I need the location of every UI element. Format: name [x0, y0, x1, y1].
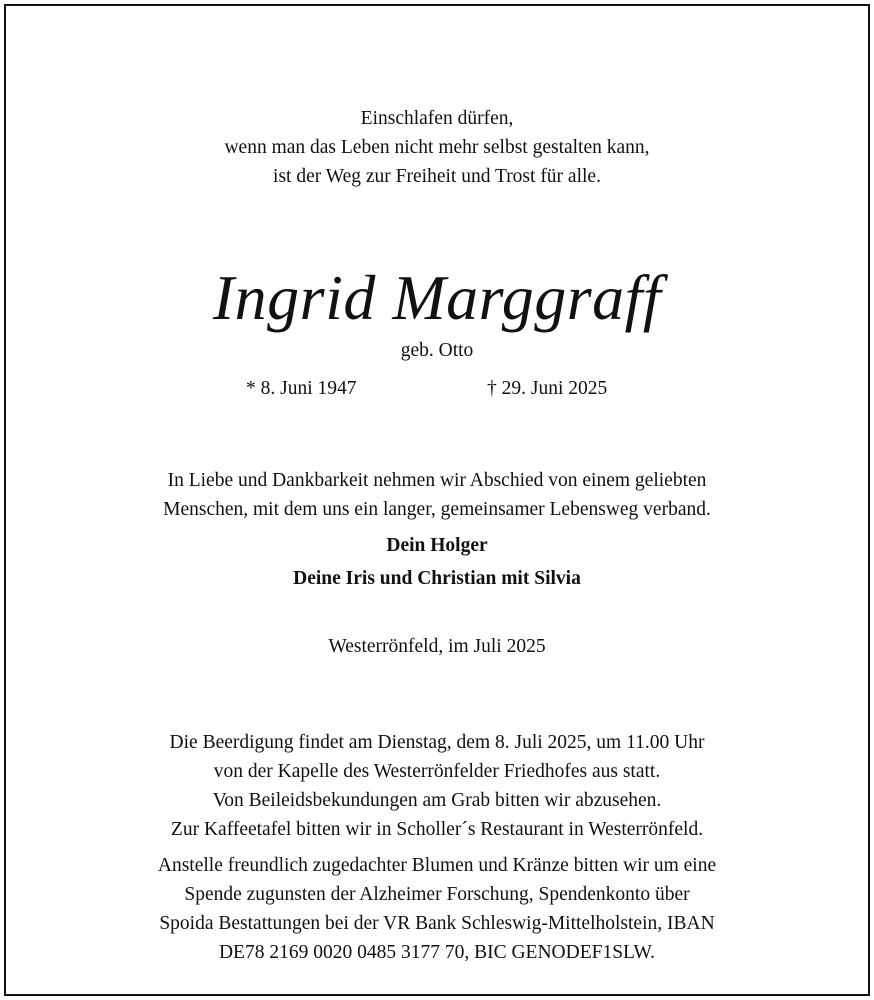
farewell-line-2: Menschen, mit dem uns ein langer, gemeinsamer Lebensweg verband.	[163, 499, 711, 520]
obituary-notice	[4, 4, 870, 996]
funeral-line-2: von der Kapelle des Westerrönfelder Friedhofes aus statt.	[213, 761, 661, 782]
farewell-line-1: In Liebe und Dankbarkeit nehmen wir Abschied von einem geliebten	[167, 470, 707, 491]
poem-line-3: ist der Weg zur Freiheit und Trost für alle.	[273, 166, 601, 187]
donation-line-1: Anstelle freundlich zugedachter Blumen und Kränze bitten wir um eine	[157, 855, 717, 876]
mourner-1: Dein Holger	[386, 535, 488, 556]
funeral-line-3: Von Beileidsbekundungen am Grab bitten wir abzusehen.	[212, 790, 662, 811]
donation-line-2: Spende zugunsten der Alzheimer Forschung, Spendenkonto über	[184, 884, 690, 905]
poem-line-1: Einschlafen dürfen,	[360, 108, 514, 129]
donation-line-4: DE78 2169 0020 0485 3177 70, BIC GENODEF1SLW.	[218, 942, 656, 963]
birth-date: * 8. Juni 1947	[246, 378, 357, 399]
funeral-line-1: Die Beerdigung findet am Dienstag, dem 8. Juli 2025, um 11.00 Uhr	[169, 732, 705, 753]
life-dates	[6, 374, 868, 404]
deceased-name: Ingrid Marggraff	[212, 262, 662, 333]
donation-line-3: Spoida Bestattungen bei der VR Bank Schleswig-Mittelholstein, IBAN	[159, 913, 715, 934]
funeral-line-4: Zur Kaffeetafel bitten wir in Scholler´s Restaurant in Westerrönfeld.	[170, 819, 704, 840]
place-date: Westerrönfeld, im Juli 2025	[328, 636, 546, 657]
death-date: † 29. Juni 2025	[487, 378, 608, 399]
poem-line-2: wenn man das Leben nicht mehr selbst gestalten kann,	[224, 137, 650, 158]
mourner-2: Deine Iris und Christian mit Silvia	[293, 568, 581, 589]
maiden-name: geb. Otto	[400, 340, 474, 361]
